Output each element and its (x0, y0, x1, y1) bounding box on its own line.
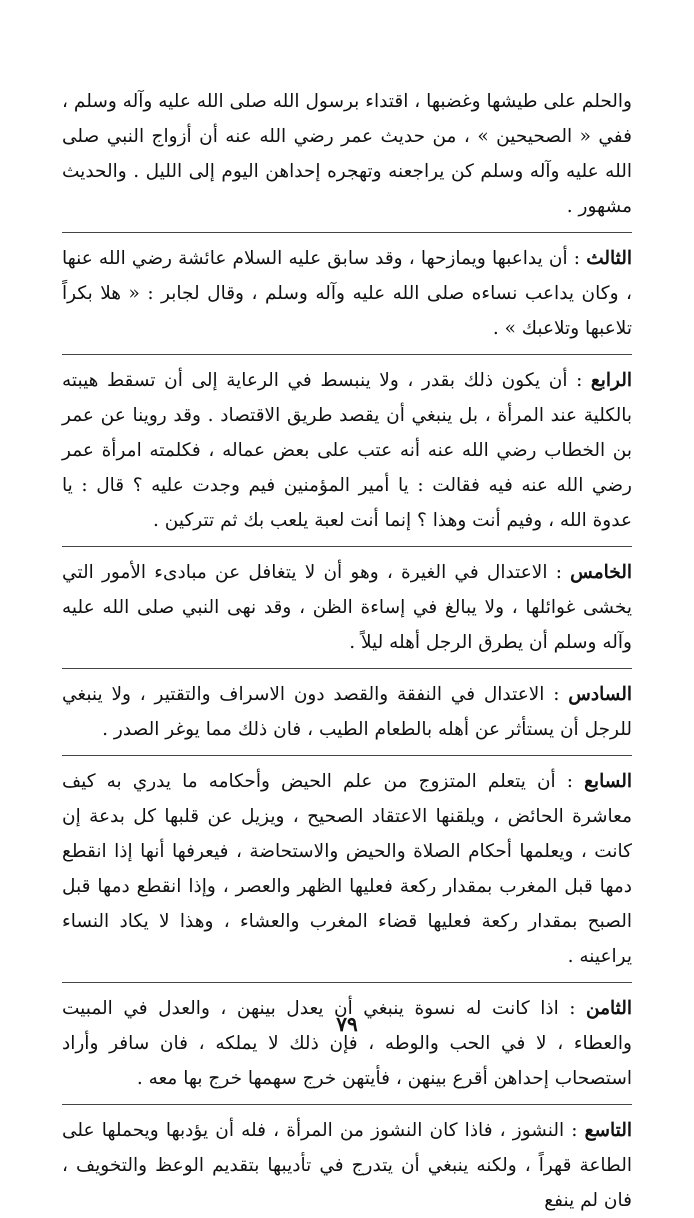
section-fourth (62, 354, 632, 538)
section-paragraph (62, 1113, 632, 1218)
section-text: : الاعتدال في الغيرة ، وهو أن لا يتغافل عن مبادىء الأمور التي يخشى غوائلها ، ولا يبالغ في إساءة الظن ، وقد نهى النبي صلى الله عليه وآله وسلم أن يطرق الرجل أهله ليلاً . (62, 562, 632, 653)
section-text: : أن يتعلم المتزوج من علم الحيض وأحكامه ما يدري به كيف معاشرة الحائض ، ويلقنها الاعتقاد الصحيح ، ويزيل عن قلبها كل بدعة إن كانت ، ويعلمها أحكام الصلاة والحيض والاستحاضة ، فيعرفها أنها إذا انقطع دمها قبل المغرب بمقدار ركعة فعليها الظهر والعصر ، وإذا انقطع دمها قبل الصبح بمقدار ركعة فعليها قضاء المغرب والعشاء ، وهذا لا يكاد النساء يراعينه . (62, 771, 632, 967)
section-paragraph (62, 764, 632, 974)
section-third (62, 232, 632, 346)
section-paragraph (62, 677, 632, 747)
section-seventh (62, 755, 632, 974)
section-text: : النشوز ، فاذا كان النشوز من المرأة ، فله أن يؤدبها ويحملها على الطاعة قهراً ، ولكنه ينبغي أن يتدرج في تأديبها بتقديم الوعظ والتخويف ، فان لم ينفع (62, 1120, 632, 1211)
page-number: ٧٩ (336, 1012, 358, 1036)
section-paragraph (62, 991, 632, 1096)
section-paragraph (62, 555, 632, 660)
section-text: : الاعتدال في النفقة والقصد دون الاسراف والتقتير ، ولا ينبغي للرجل أن يستأثر عن أهله بالطعام الطيب ، فان ذلك مما يوغر الصدر . (62, 684, 632, 740)
section-heading: التاسع (584, 1120, 632, 1141)
section-sixth (62, 668, 632, 747)
section-heading: الثامن (586, 998, 632, 1019)
section-text: : أن يداعبها ويمازحها ، وقد سابق عليه السلام عائشة رضي الله عنها ، وكان يداعب نساءه صلى الله عليه وآله وسلم ، وقال لجابر : « هلا بكراً تلاعبها وتلاعبك » . (62, 248, 632, 339)
section-paragraph (62, 241, 632, 346)
section-heading: الخامس (570, 562, 632, 583)
section-paragraph (62, 363, 632, 538)
section-heading: الرابع (590, 370, 632, 391)
section-heading: السادس (568, 684, 632, 705)
section-fifth (62, 546, 632, 660)
section-heading: الثالث (586, 248, 632, 269)
section-eighth (62, 982, 632, 1096)
intro-paragraph: والحلم على طيشها وغضبها ، اقتداء برسول الله صلى الله عليه وآله وسلم ، ففي « الصحيحين » ، من حديث عمر رضي الله عنه أن أزواج النبي صلى الله عليه وآله وسلم كن يراجعنه وتهجره إحداهن اليوم إلى الليل . والحديث مشهور . (62, 91, 632, 217)
section-ninth (62, 1104, 632, 1218)
section-text: : أن يكون ذلك بقدر ، ولا ينبسط في الرعاية إلى أن تسقط هيبته بالكلية عند المرأة ، بل ينبغي أن يقصد طريق الاقتصاد . وقد روينا عن عمر بن الخطاب رضي الله عنه أنه عتب على بعض عماله ، فكلمته امرأة عمر رضي الله عنه فيه فقالت : يا أمير المؤمنين فيم وجدت عليه ؟ قال : يا عدوة الله ، وفيم أنت وهذا ؟ إنما أنت لعبة يلعب بك ثم تتركين . (62, 370, 632, 531)
section-text: : اذا كانت له نسوة ينبغي أن يعدل بينهن ، والعدل في المبيت والعطاء ، لا في الحب والوطه ، فإن ذلك لا يملكه ، فان سافر وأراد استصحاب إحداهن أقرع بينهن ، فأيتهن خرج سهمها خرج بها معه . (62, 998, 632, 1089)
section-heading: السابع (584, 771, 632, 792)
